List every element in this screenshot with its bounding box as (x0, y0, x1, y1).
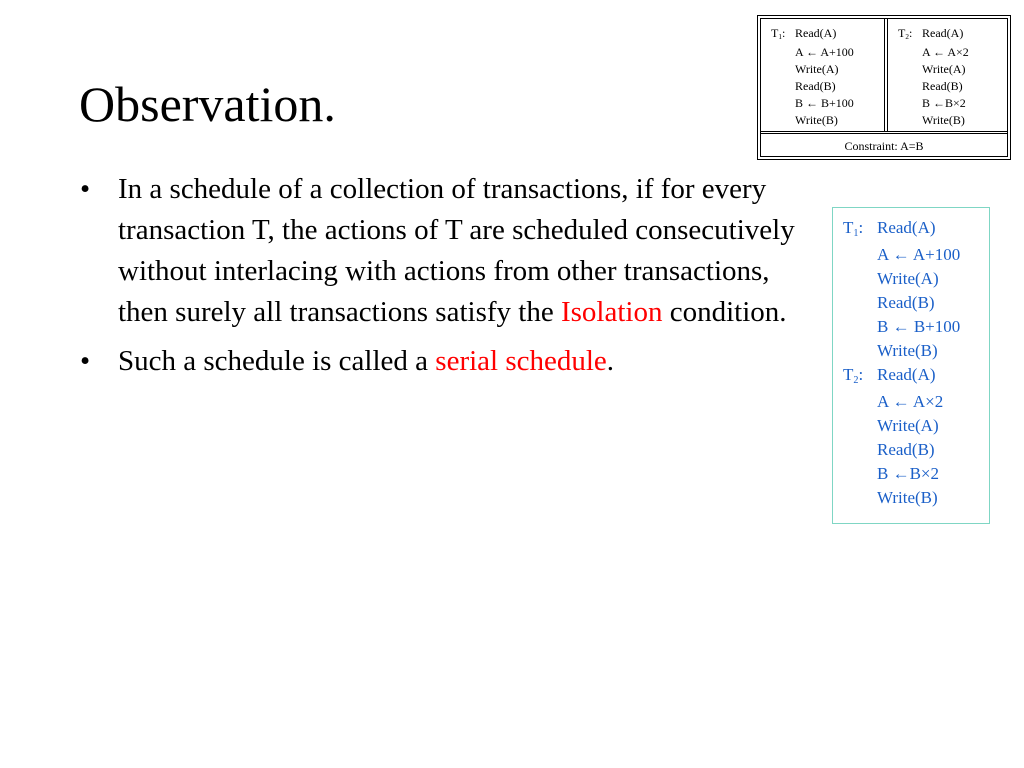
serial-t1-line: Write(B) (877, 341, 938, 360)
t1-line: Read(B) (795, 79, 836, 93)
t2-line: Read(A) (922, 26, 964, 40)
constraint-text: Constraint: A=B (844, 139, 924, 153)
t1-line: B ← B+100 (795, 96, 854, 110)
serial-t1-label: $T_1$: (843, 218, 864, 240)
t1-line: Write(A) (795, 62, 839, 76)
t1-label: $T_1$: (771, 26, 786, 42)
serial-schedule-box (832, 207, 990, 524)
serial-t1-line: Read(B) (877, 293, 935, 312)
t2-label: $T_2$: (898, 26, 913, 42)
serial-t1-line: A ← A+100 (877, 245, 961, 264)
bullet-list (80, 169, 800, 390)
serial-t2-line: Write(B) (877, 488, 938, 507)
reference-t1-column (761, 19, 885, 131)
bullet-item-serial (80, 341, 800, 382)
bullet-text-end: . (606, 345, 615, 377)
serial-t2-line: B ←B×2 (877, 464, 940, 483)
bullet-text-end: condition. (662, 296, 787, 328)
serial-t1-line: Write(A) (877, 269, 939, 288)
serial-t1-line: B ← B+100 (877, 317, 961, 336)
t2-line: B ←B×2 (922, 96, 966, 110)
isolation-term: Isolation (560, 296, 663, 328)
bullet-text: Such a schedule is called a (118, 345, 436, 377)
serial-t1-line: Read(A) (877, 218, 936, 237)
serial-t2-line: A ← A×2 (877, 392, 944, 411)
bullet-marker: • (80, 345, 91, 377)
t1-line: Read(A) (795, 26, 837, 40)
serial-t2-label: $T_2$: (843, 365, 864, 387)
bullet-item-isolation (80, 169, 800, 333)
t1-line: Write(B) (795, 113, 838, 127)
t2-line: Write(B) (922, 113, 965, 127)
reference-t2-column (887, 19, 1009, 131)
t1-line: A ← A+100 (795, 45, 854, 59)
transaction-reference-inner (760, 18, 1008, 157)
reference-divider (761, 131, 1007, 132)
bullet-marker: • (80, 173, 91, 205)
serial-t2-line: Write(A) (877, 416, 939, 435)
t2-line: Read(B) (922, 79, 963, 93)
serial-t2-line: Read(A) (877, 365, 936, 384)
serial-t2-line: Read(B) (877, 440, 935, 459)
bullet-text: In a schedule of a collection of transactions, if for every transaction T, the actions of T are scheduled consecutively without interlacing with actions from other transactions, then surely all transactions satisfy the (118, 173, 795, 328)
t2-line: A ← A×2 (922, 45, 969, 59)
transaction-reference-box (757, 15, 1011, 160)
serial-schedule-term: serial schedule (435, 345, 607, 377)
t2-line: Write(A) (922, 62, 966, 76)
reference-divider (761, 133, 1007, 134)
slide-title: Observation. (79, 76, 336, 132)
